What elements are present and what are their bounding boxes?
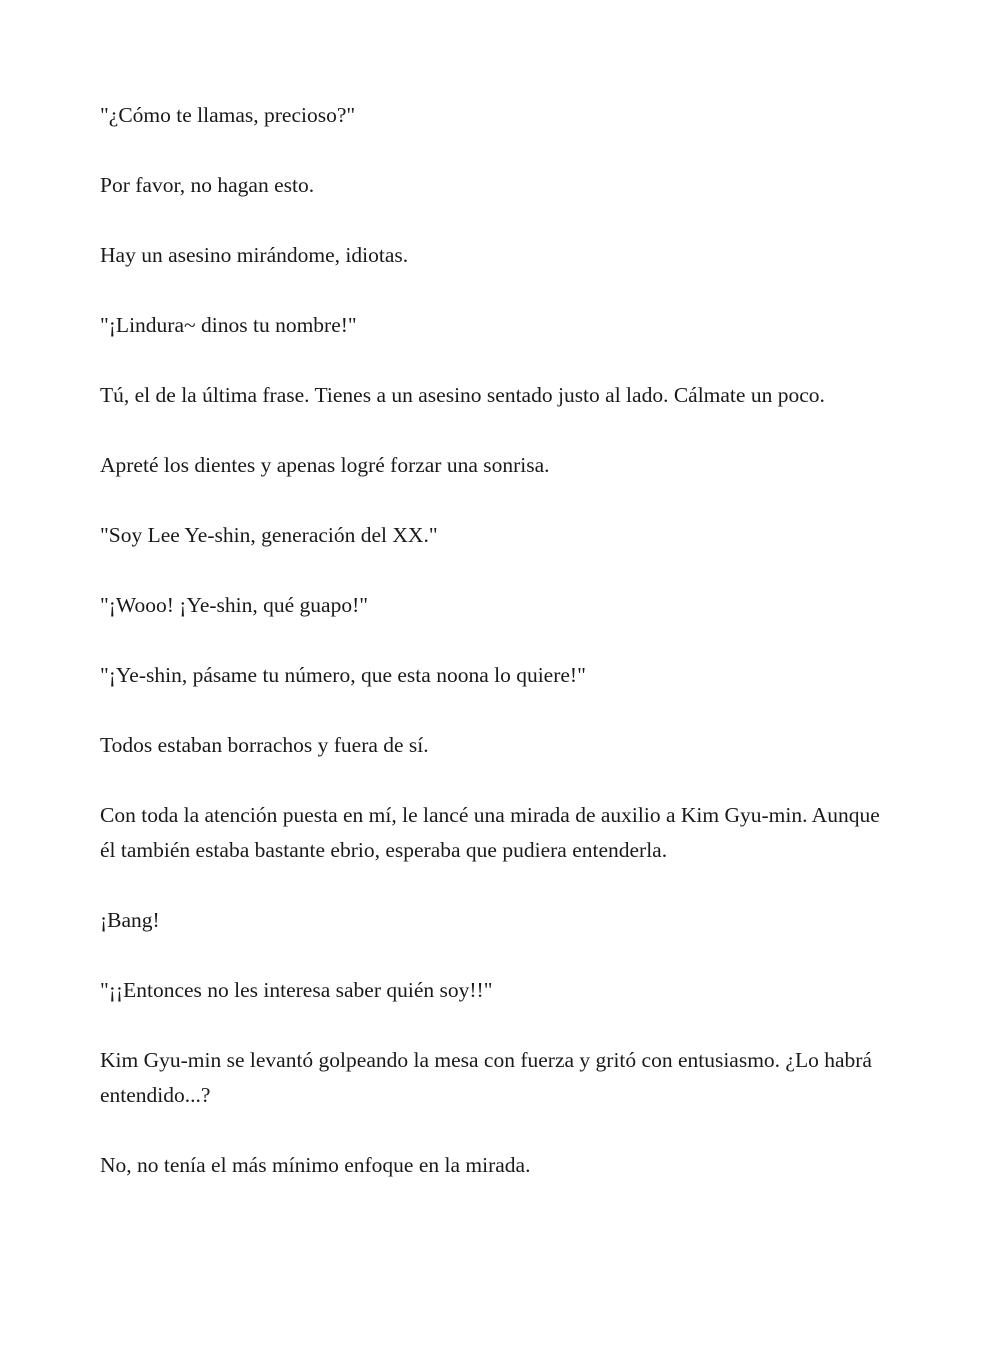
document-body — [100, 98, 892, 1218]
paragraph: "Soy Lee Ye-shin, generación del XX." — [100, 523, 438, 547]
paragraph: "¡Lindura~ dinos tu nombre!" — [100, 313, 357, 337]
paragraph: Hay un asesino mirándome, idiotas. — [100, 243, 409, 267]
paragraph: "¿Cómo te llamas, precioso?" — [100, 103, 356, 127]
paragraph: Apreté los dientes y apenas logré forzar una sonrisa. — [100, 453, 550, 477]
paragraph: Por favor, no hagan esto. — [100, 173, 315, 197]
paragraph: ¡Bang! — [100, 908, 160, 932]
paragraph: "¡¡Entonces no les interesa saber quién soy!!" — [100, 978, 493, 1002]
paragraph: Todos estaban borrachos y fuera de sí. — [100, 733, 429, 757]
paragraph: "¡Ye-shin, pásame tu número, que esta noona lo quiere!" — [100, 663, 586, 687]
paragraph: Tú, el de la última frase. Tienes a un asesino sentado justo al lado. Cálmate un poco. — [100, 383, 825, 407]
paragraph: Kim Gyu-min se levantó golpeando la mesa con fuerza y gritó con entusiasmo. ¿Lo habrá entendido...? — [100, 1048, 872, 1107]
paragraph: No, no tenía el más mínimo enfoque en la mirada. — [100, 1153, 531, 1177]
paragraph: "¡Wooo! ¡Ye-shin, qué guapo!" — [100, 593, 369, 617]
paragraph: Con toda la atención puesta en mí, le lancé una mirada de auxilio a Kim Gyu-min. Aunque él también estaba bastante ebrio, esperaba que pudiera entenderla. — [100, 803, 880, 862]
